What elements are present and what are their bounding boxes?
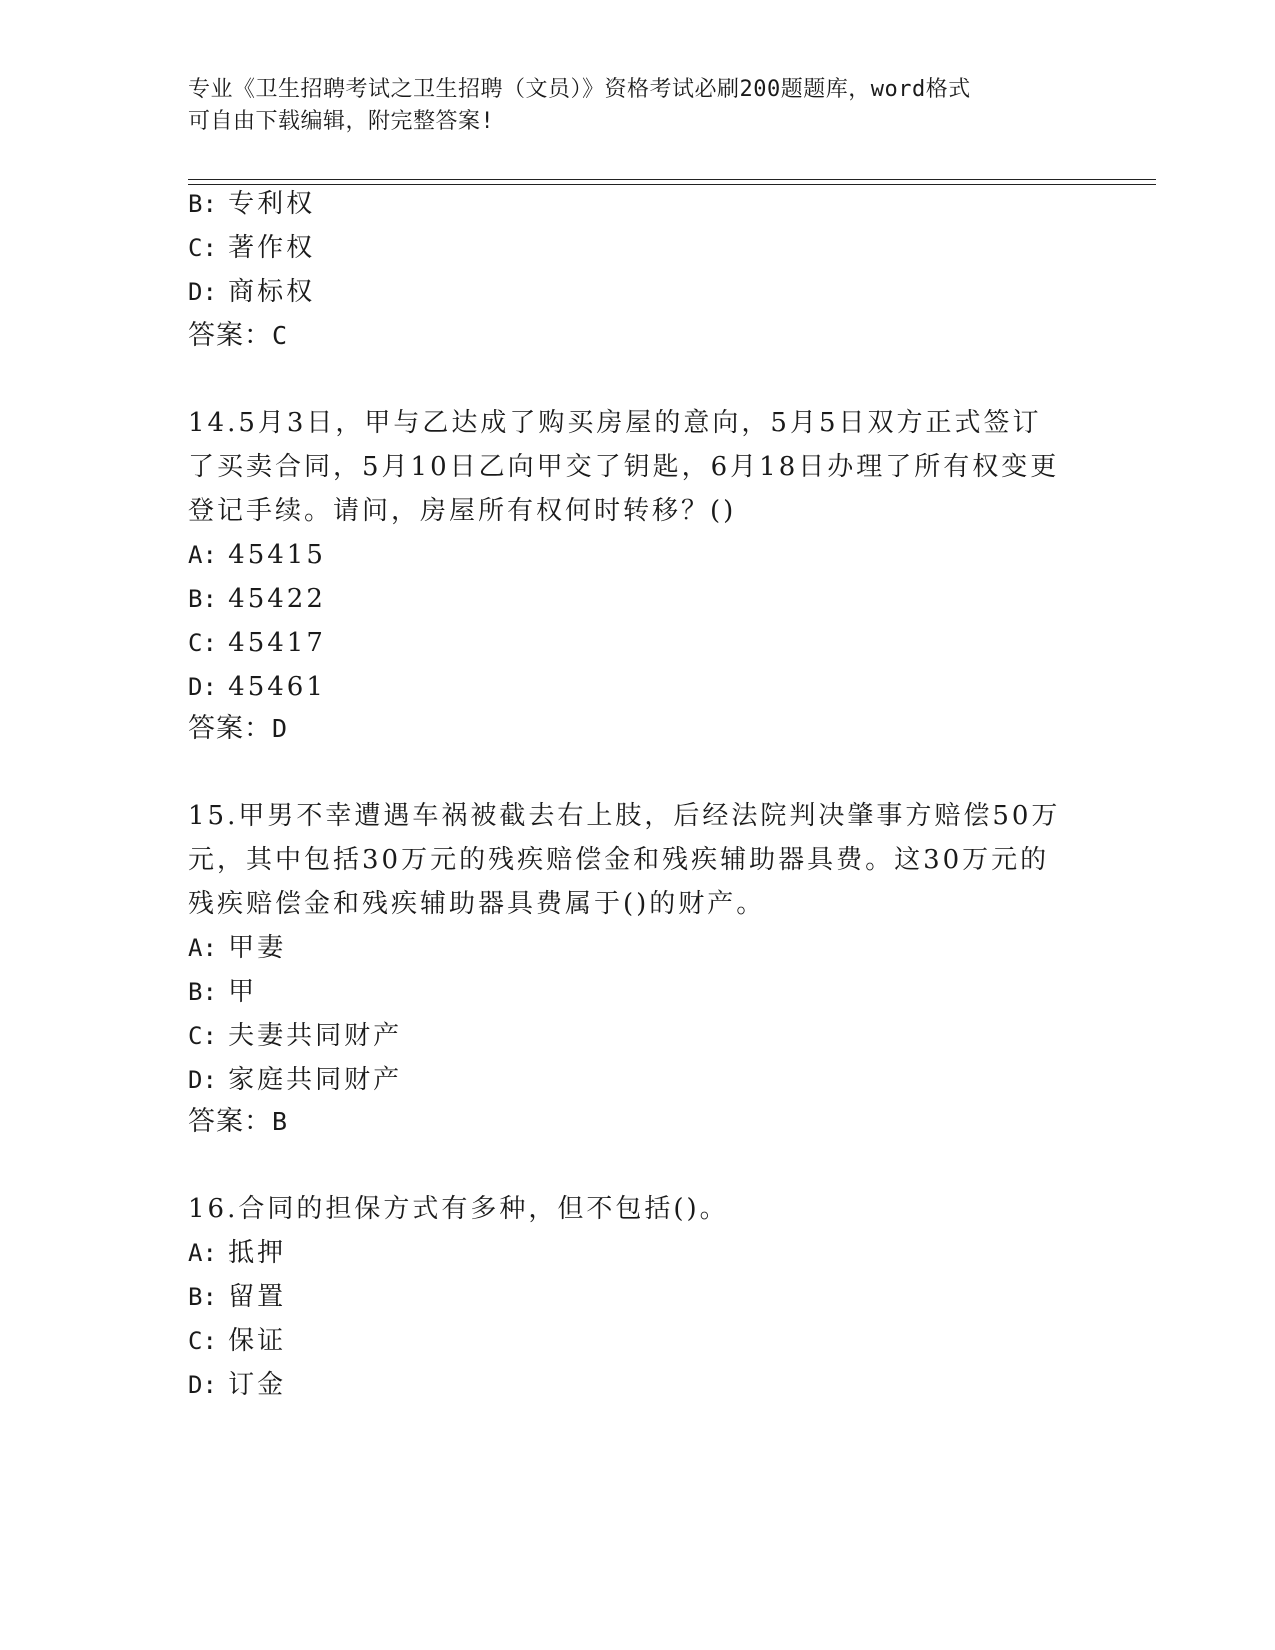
q14-stem-line-3: 登记手续。请问，房屋所有权何时转移？()	[188, 496, 737, 526]
option-text: 45415	[228, 540, 326, 570]
option-letter: A:	[188, 934, 217, 962]
answer-label: 答案：	[188, 713, 272, 744]
option-letter: B:	[188, 190, 217, 218]
option-letter: D:	[188, 1066, 217, 1094]
q15-stem-line-3: 残疾赔偿金和残疾辅助器具费属于()的财产。	[188, 889, 766, 919]
header-divider-top	[188, 179, 1156, 180]
q14-option-a	[188, 537, 326, 573]
option-text: 留置	[228, 1282, 287, 1312]
q14-answer	[188, 711, 288, 747]
q15-option-b	[188, 974, 257, 1010]
option-text: 专利权	[228, 189, 316, 219]
option-text: 保证	[228, 1326, 287, 1356]
option-letter: D:	[188, 278, 217, 306]
q15-answer	[188, 1104, 288, 1140]
option-letter: A:	[188, 1239, 217, 1267]
q16-option-d	[188, 1367, 286, 1403]
option-letter: D:	[188, 673, 217, 701]
option-text: 著作权	[228, 233, 316, 263]
option-text: 商标权	[228, 277, 316, 307]
q14-option-b	[188, 581, 326, 617]
option-text: 甲妻	[228, 933, 287, 963]
q13-answer	[188, 318, 288, 354]
answer-label: 答案：	[188, 320, 272, 351]
q15-option-d	[188, 1062, 402, 1098]
option-letter: C:	[188, 629, 217, 657]
answer-value: C	[272, 321, 289, 350]
option-text: 家庭共同财产	[228, 1065, 403, 1095]
option-text: 订金	[228, 1370, 287, 1400]
option-text: 甲	[228, 977, 258, 1007]
q14-stem-line-2: 了买卖合同，5月10日乙向甲交了钥匙，6月18日办理了所有权变更	[188, 452, 1060, 482]
q13-option-d	[188, 274, 315, 310]
option-text: 抵押	[228, 1238, 287, 1268]
q15-option-c	[188, 1018, 402, 1054]
option-letter: B:	[188, 978, 217, 1006]
option-letter: B:	[188, 1283, 217, 1311]
option-letter: D:	[188, 1371, 217, 1399]
q16-stem-line-1: 16.合同的担保方式有多种，但不包括()。	[188, 1194, 729, 1224]
answer-value: B	[272, 1107, 289, 1136]
header-divider-bottom	[188, 184, 1156, 185]
q14-option-c	[188, 625, 326, 661]
option-text: 45422	[228, 584, 326, 614]
option-letter: C:	[188, 234, 217, 262]
option-letter: C:	[188, 1327, 217, 1355]
option-text: 夫妻共同财产	[228, 1021, 403, 1051]
q13-option-c	[188, 230, 315, 266]
q14-option-d	[188, 669, 326, 705]
option-text: 45417	[228, 628, 326, 658]
header-title-line-2: 可自由下载编辑，附完整答案!	[188, 109, 495, 134]
q16-option-b	[188, 1279, 286, 1315]
q13-option-b	[188, 186, 315, 222]
option-letter: A:	[188, 541, 217, 569]
q15-stem-line-2: 元，其中包括30万元的残疾赔偿金和残疾辅助器具费。这30万元的	[188, 845, 1050, 875]
q16-option-a	[188, 1235, 286, 1271]
answer-value: D	[272, 714, 289, 743]
answer-label: 答案：	[188, 1106, 272, 1137]
option-letter: C:	[188, 1022, 217, 1050]
header-title-line-1: 专业《卫生招聘考试之卫生招聘（文员）》资格考试必刷200题题库，word格式	[188, 77, 971, 102]
option-text: 45461	[228, 672, 326, 702]
q16-option-c	[188, 1323, 286, 1359]
page-header	[188, 74, 1088, 138]
q15-option-a	[188, 930, 286, 966]
q14-stem-line-1: 14.5月3日，甲与乙达成了购买房屋的意向，5月5日双方正式签订	[188, 408, 1042, 438]
option-letter: B:	[188, 585, 217, 613]
q15-stem-line-1: 15.甲男不幸遭遇车祸被截去右上肢，后经法院判决肇事方赔偿50万	[188, 801, 1061, 831]
